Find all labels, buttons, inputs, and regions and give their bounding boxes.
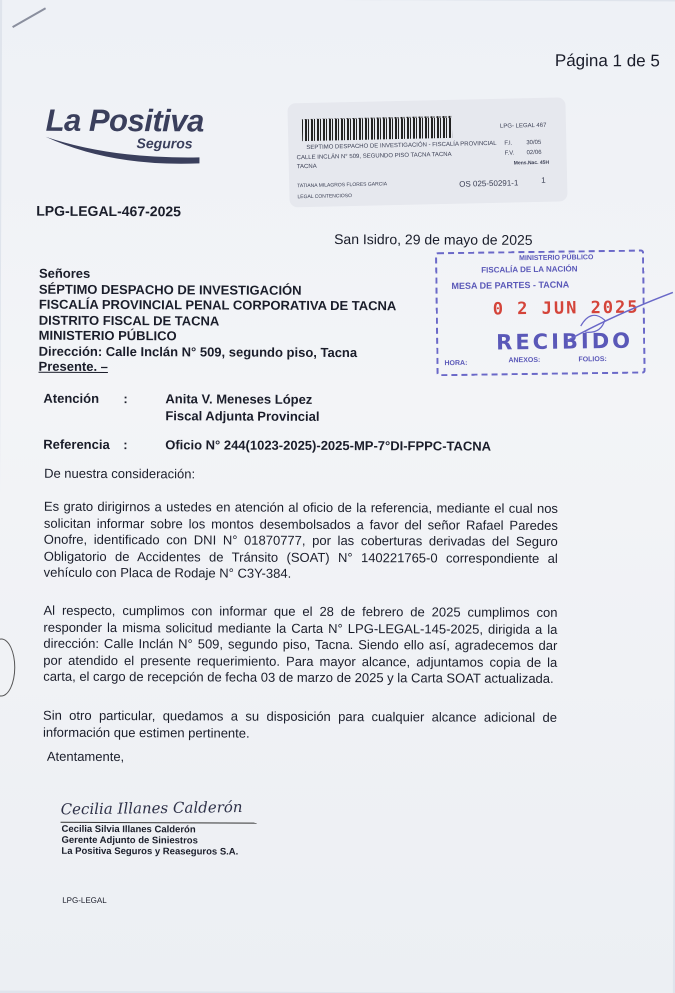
signature-block — [61, 824, 238, 858]
sticker-fv-value: 02/06 — [526, 149, 542, 157]
page-number: Página 1 de 5 — [554, 50, 660, 71]
paragraph-1: Es grato dirigirnos a ustedes en atención al oficio de la referencia, mediante el cual nos solicitan informar sobre los montos desembolsados a favor del señor Rafael Paredes Onofre, identificado con DNI N° 01870777, por las coberturas derivadas del Seguro Obligatorio de Accidentes de Tránsito (SOAT) N° 140221765-0 correspondiente al vehículo con Placa de Rodaje N° C3Y-384. — [43, 498, 558, 581]
signer-role: Gerente Adjunto de Siniestros — [61, 834, 198, 847]
reference-colon: : — [123, 437, 128, 453]
reference-value: Oficio N° 244(1023-2025)-2025-MP-7°DI-FPPC-TACNA — [165, 437, 492, 454]
sticker-code: LPG- LEGAL 467 — [499, 122, 547, 130]
reference-label: Referencia — [43, 436, 110, 453]
sticker-count: 1 — [541, 175, 546, 185]
footer-code: LPG-LEGAL — [62, 895, 107, 905]
recipient-salutation: Señores — [38, 265, 91, 281]
sticker-line: SEPTIMO DESPACHO DE INVESTIGACIÓN - FISCALÍA PROVINCIAL — [306, 140, 497, 152]
sticker-mens: Mens.Nac. 45H — [513, 159, 550, 167]
side-stamp-fragment — [0, 638, 15, 696]
sticker-line: CALLE INCLÁN N° 509, SEGUNDO PISO TACNA TACNA — [296, 151, 452, 162]
recipient-block — [39, 266, 397, 376]
attention-name: Anita V. Meneses López — [165, 391, 313, 407]
letter-reference-code: LPG-LEGAL-467-2025 — [36, 202, 181, 220]
received-stamp-anexos: ANEXOS: — [508, 356, 541, 365]
attention-title: Fiscal Adjunta Provincial — [165, 408, 320, 424]
company-logo-subtitle: Seguros — [136, 135, 193, 152]
closing: Atentamente, — [46, 748, 125, 765]
sticker-line: LEGAL CONTENCIOSO — [297, 193, 353, 201]
received-stamp-line: MINISTERIO PÚBLICO — [519, 254, 594, 263]
received-stamp-folios: FOLIOS: — [578, 356, 607, 364]
letter-date: San Isidro, 29 de mayo de 2025 — [334, 230, 533, 248]
sticker-fi-label: F.I. — [504, 140, 513, 147]
signer-name: Cecilia Silvia Illanes Calderón — [61, 823, 196, 836]
received-stamp-line: MESA DE PARTES - TACNA — [451, 279, 570, 292]
barcode-icon — [302, 116, 452, 141]
sticker-fi-value: 30/05 — [526, 139, 542, 147]
recipient-line: FISCALÍA PROVINCIAL PENAL CORPORATIVA DE TACNA — [38, 296, 397, 314]
pen-mark — [12, 7, 46, 28]
recipient-presente: Presente. – — [38, 358, 108, 374]
received-stamp-hora: HORA: — [444, 359, 468, 368]
stamp-scribble-icon — [561, 286, 675, 347]
handwritten-signature: Cecilia Illanes Calderón — [60, 798, 243, 819]
received-stamp-line: FISCALÍA DE LA NACIÓN — [481, 264, 578, 275]
received-stamp-word: RECIBIDO — [496, 328, 634, 355]
recipient-line: SÉPTIMO DESPACHO DE INVESTIGACIÓN — [38, 281, 302, 298]
signer-company: La Positiva Seguros y Reaseguros S.A. — [61, 845, 239, 858]
paragraph-3: Sin otro particular, quedamos a su disposición para cualquier alcance adicional de información que estimen pertinente. — [42, 707, 558, 741]
reception-label-sticker — [287, 97, 567, 207]
attention-colon: : — [123, 391, 128, 407]
recipient-address: Dirección: Calle Inclán N° 509, segundo piso, Tacna — [38, 343, 358, 360]
sticker-os-number: OS 025-50291-1 — [459, 178, 519, 189]
paragraph-2: Al respecto, cumplimos con informar que el 28 de febrero de 2025 cumplimos con responder la misma solicitud mediante la Carta N° LPG-LEGAL-145-2025, dirigida a la dirección: Calle Inclán N° 509, segundo piso, Tacna. Siendo ello así, agradecemos dar por atendido el presente requerimiento. Para mayor alcance, adjuntamos copia de la carta, el cargo de recepción de fecha 03 de marzo de 2025 y la Carta SOAT actualizada. — [43, 602, 558, 686]
sticker-fv-label: F.V. — [504, 150, 515, 157]
recipient-line: MINISTERIO PÚBLICO — [38, 327, 177, 344]
attention-label: Atención — [43, 390, 100, 406]
company-logo-text: La Positiva — [45, 102, 204, 139]
greeting: De nuestra consideración: — [44, 465, 196, 482]
sticker-line: TACNA — [296, 163, 317, 171]
sticker-line: TATIANA MILAGROS FLORES GARCIA — [297, 181, 388, 190]
received-stamp-date: 0 2 JUN 2025 — [492, 297, 640, 320]
recipient-line: DISTRITO FISCAL DE TACNA — [38, 312, 220, 328]
